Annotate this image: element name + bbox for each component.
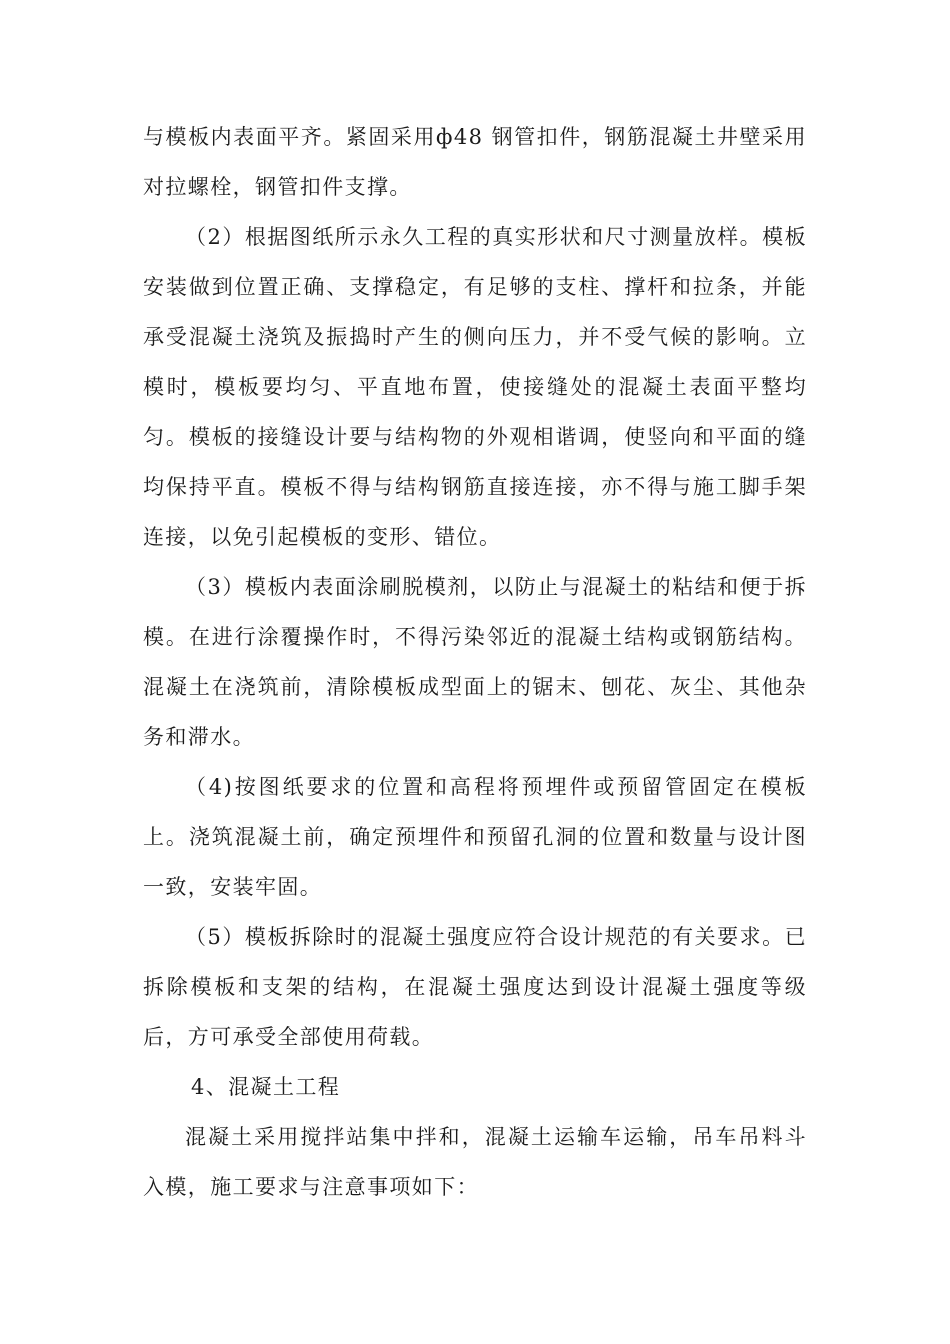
section-heading-text: 4、混凝土工程 bbox=[191, 1075, 341, 1099]
paragraph-text: 与模板内表面平齐。紧固采用ф48 钢管扣件，钢筋混凝土井壁采用对拉螺栓，钢管扣件支撑。 bbox=[143, 125, 807, 199]
paragraph-item-3-release-agent bbox=[143, 562, 807, 762]
paragraph-text: （2）根据图纸所示永久工程的真实形状和尺寸测量放样。模板安装做到位置正确、支撑稳定，有足够的支柱、撑杆和拉条，并能承受混凝土浇筑及振捣时产生的侧向压力，并不受气候的影响。立模时，模板要均匀、平直地布置，使接缝处的混凝土表面平整均匀。模板的接缝设计要与结构物的外观相谐调，使竖向和平面的缝均保持平直。模板不得与结构钢筋直接连接，亦不得与施工脚手架连接，以免引起模板的变形、错位。 bbox=[143, 225, 807, 549]
section-heading-concrete bbox=[143, 1062, 807, 1112]
paragraph-text: 混凝土采用搅拌站集中拌和，混凝土运输车运输，吊车吊料斗入模，施工要求与注意事项如下： bbox=[143, 1125, 807, 1199]
paragraph-item-5-removal bbox=[143, 912, 807, 1062]
paragraph-item-2-layout bbox=[143, 212, 807, 562]
paragraph-item-4-embedded-parts bbox=[143, 762, 807, 912]
paragraph-text: （5）模板拆除时的混凝土强度应符合设计规范的有关要求。已拆除模板和支架的结构，在混凝土强度达到设计混凝土强度等级后，方可承受全部使用荷载。 bbox=[143, 925, 807, 1049]
paragraph-text: （3）模板内表面涂刷脱模剂，以防止与混凝土的粘结和便于拆模。在进行涂覆操作时，不得污染邻近的混凝土结构或钢筋结构。混凝土在浇筑前，清除模板成型面上的锯末、刨花、灰尘、其他杂务和滞水。 bbox=[143, 575, 807, 749]
paragraph-concrete-mixing bbox=[143, 1112, 807, 1212]
paragraph-formwork-fastening bbox=[143, 112, 807, 212]
paragraph-text: （4)按图纸要求的位置和高程将预埋件或预留管固定在模板上。浇筑混凝土前，确定预埋件和预留孔洞的位置和数量与设计图一致，安装牢固。 bbox=[143, 775, 807, 899]
